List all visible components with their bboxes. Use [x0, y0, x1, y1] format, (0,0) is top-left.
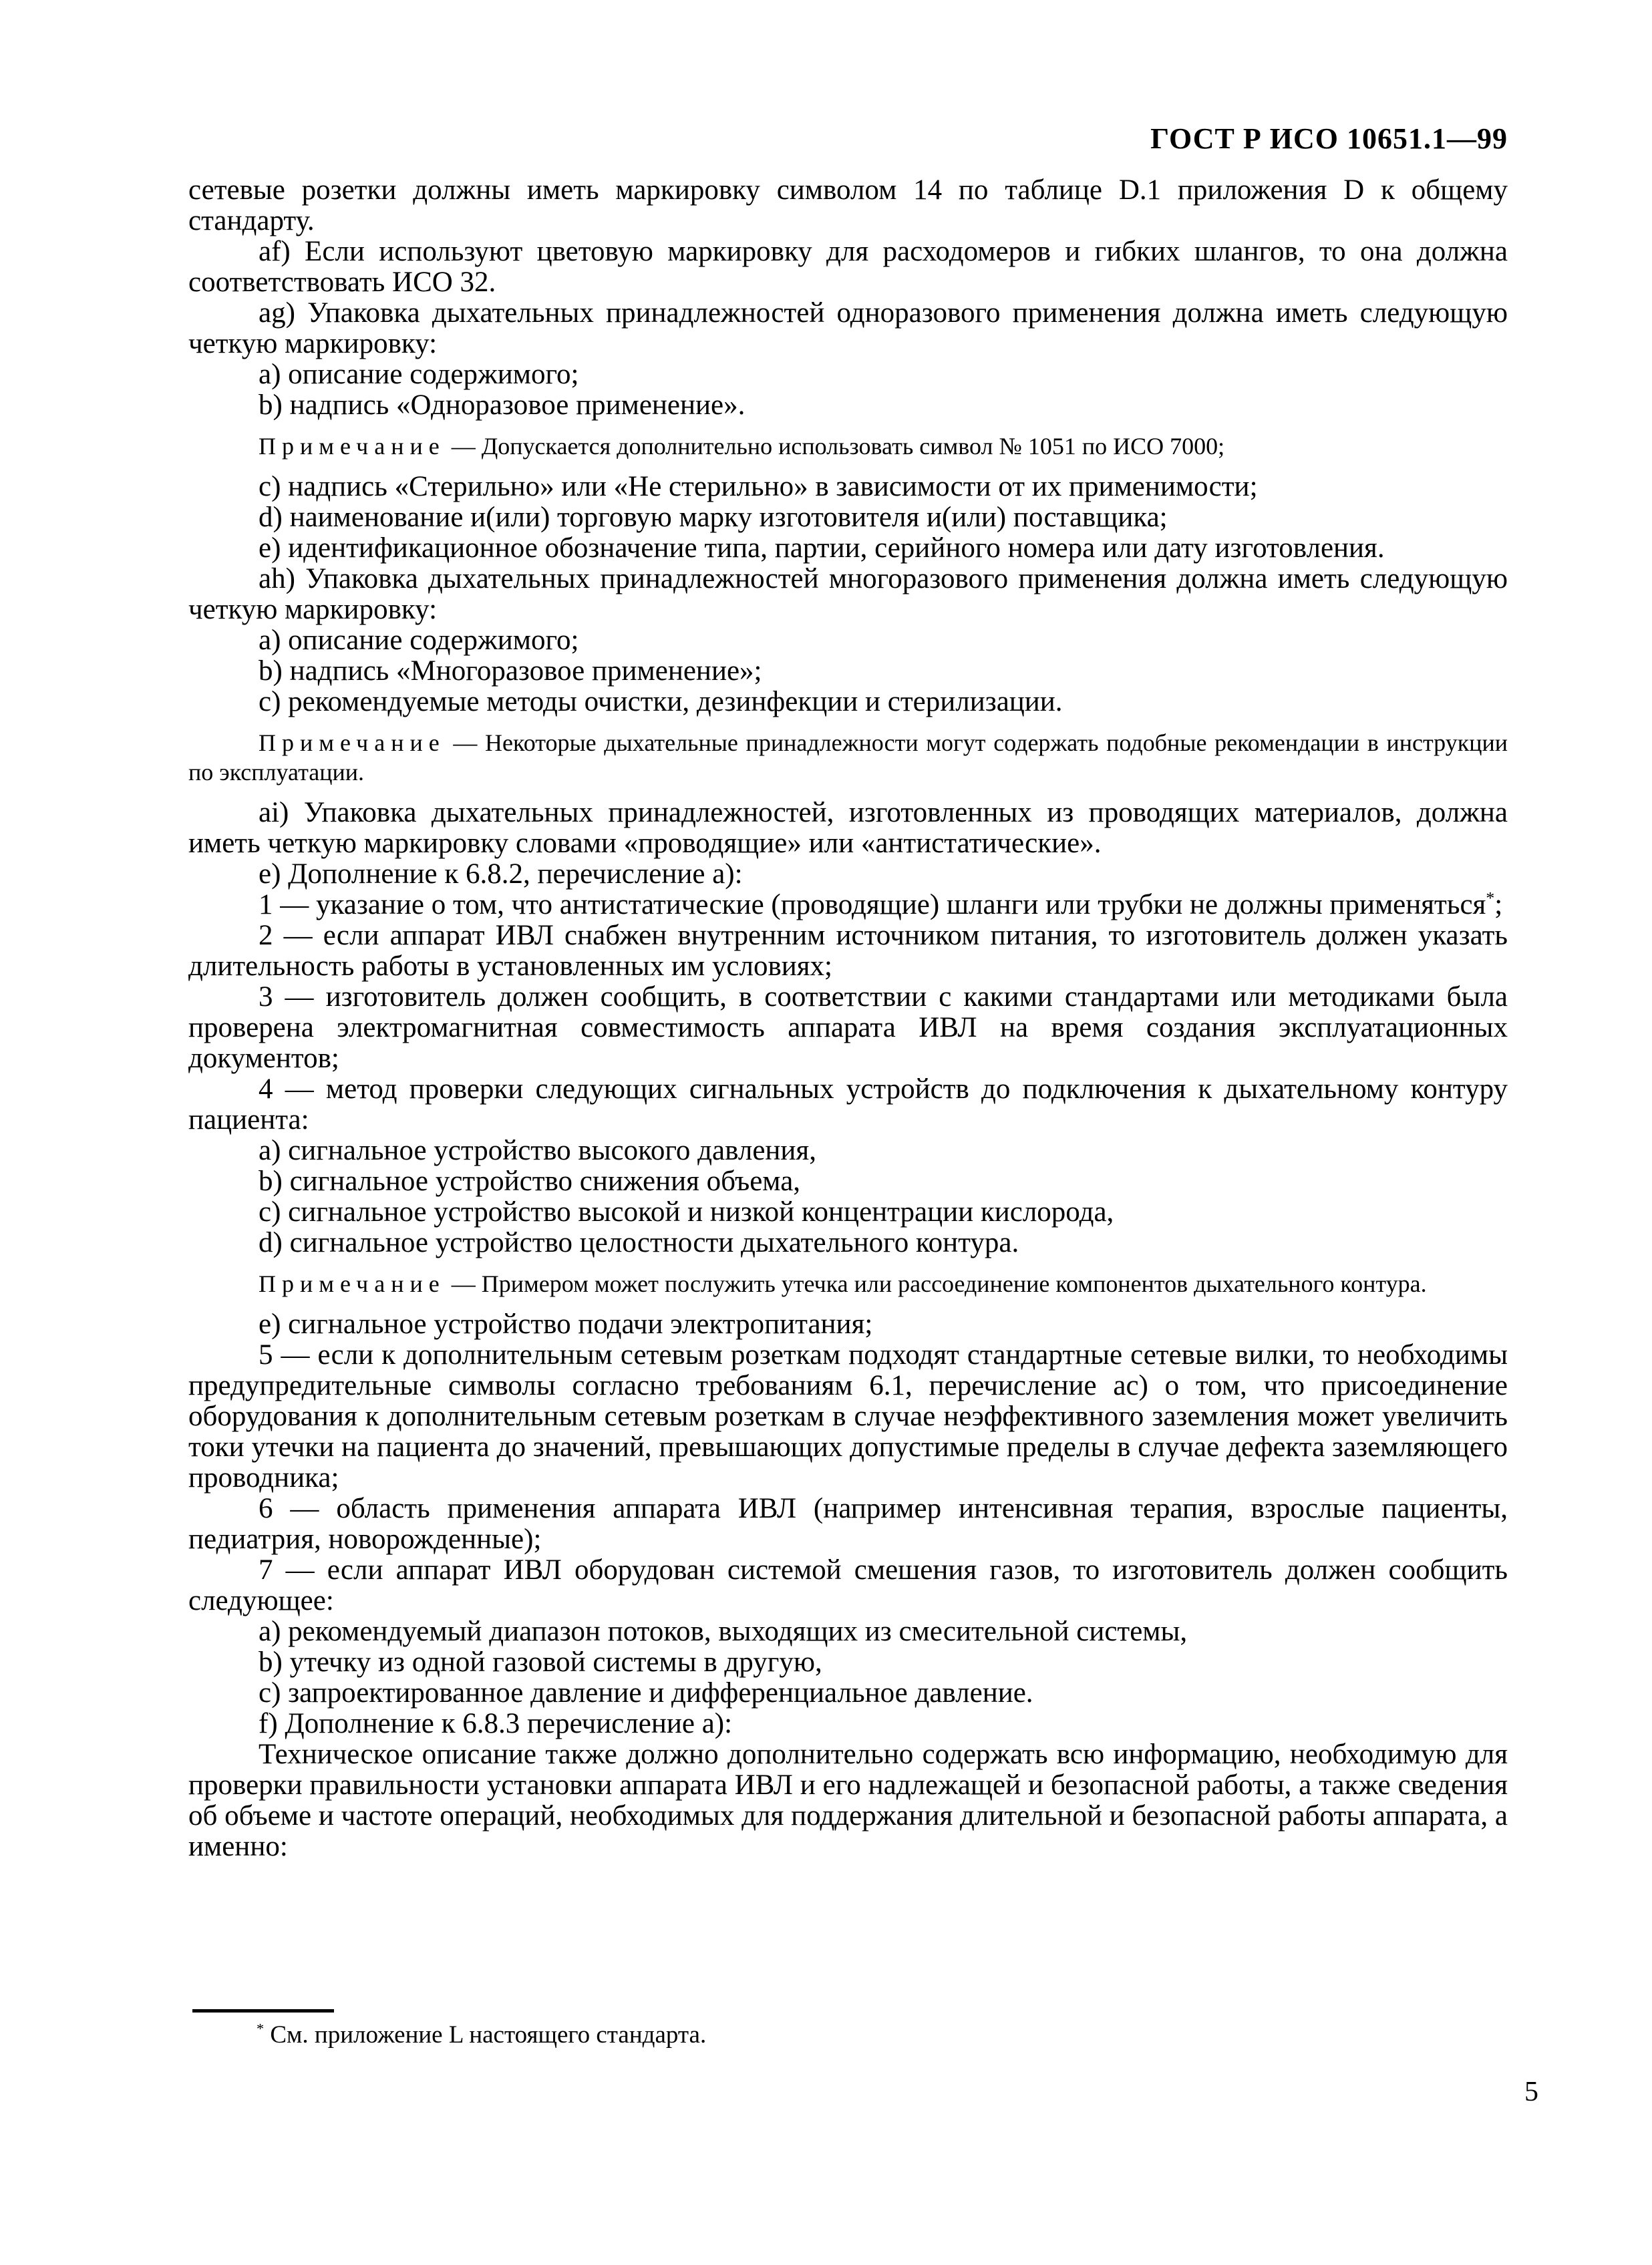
note-label: Примечание: [259, 1270, 446, 1297]
footnote: [188, 2009, 1508, 2050]
numbered-item-1-tail: ;: [1494, 889, 1503, 920]
numbered-item-1: [188, 890, 1508, 920]
list-item-b: b) сигнальное устройство снижения объема,: [259, 1166, 801, 1197]
running-header: ГОСТ Р ИСО 10651.1—99: [1150, 122, 1508, 155]
note-text: — Допускается дополнительно использовать символ № 1051 по ИСО 7000;: [445, 433, 1225, 460]
paragraph-ah: ah) Упаковка дыхательных принадлежностей многоразового применения должна иметь следующую четкую маркировку:: [188, 563, 1508, 625]
paragraph-ag: ag) Упаковка дыхательных принадлежностей одноразового применения должна иметь следующую четкую маркировку:: [188, 297, 1508, 359]
numbered-item-2: 2 — если аппарат ИВЛ снабжен внутренним источником питания, то изготовитель должен указать длительность работы в установленных им условиях;: [188, 920, 1508, 982]
list-item-a: a) сигнальное устройство высокого давления,: [259, 1135, 816, 1166]
list-item-b: b) надпись «Многоразовое применение»;: [259, 655, 762, 687]
note: [188, 431, 1508, 461]
paragraph-ai: ai) Упаковка дыхательных принадлежностей, изготовленных из проводящих материалов, должна иметь четкую маркировку словами «проводящие» или «антистатические».: [188, 797, 1508, 859]
list-item-b: b) надпись «Одноразовое применение».: [259, 389, 746, 421]
paragraph-continuation: сетевые розетки должны иметь маркировку символом 14 по таблице D.1 приложения D к общему стандарту.: [188, 174, 1508, 236]
numbered-item-6: 6 — область применения аппарата ИВЛ (например интенсивная терапия, взрослые пациенты, педиатрия, новорожденные);: [188, 1493, 1508, 1555]
note-text: — Примером может послужить утечка или рассоединение компонентов дыхательного контура.: [445, 1270, 1427, 1297]
list-item-c: c) рекомендуемые методы очистки, дезинфекции и стерилизации.: [259, 686, 1063, 717]
paragraph-f-683: f) Дополнение к 6.8.3 перечисление a):: [259, 1708, 733, 1739]
paragraph-af: af) Если используют цветовую маркировку для расходомеров и гибких шлангов, то она должна соответствовать ИСО 32.: [188, 236, 1508, 298]
note-label: Примечание: [259, 433, 446, 460]
list-item-a: a) описание содержимого;: [259, 625, 579, 656]
numbered-item-4: 4 — метод проверки следующих сигнальных устройств до подключения к дыхательному контуру пациента:: [188, 1073, 1508, 1136]
list-item-a: a) описание содержимого;: [259, 359, 579, 390]
paragraph-e-682: e) Дополнение к 6.8.2, перечисление a):: [259, 858, 743, 890]
list-item-d: d) наименование и(или) торговую марку изготовителя и(или) поставщика;: [259, 502, 1168, 533]
list-item-d: d) сигнальное устройство целостности дыхательного контура.: [259, 1227, 1019, 1258]
numbered-item-3: 3 — изготовитель должен сообщить, в соответствии с какими стандартами или методиками была проверена электромагнитная совместимость аппарата ИВЛ на время создания эксплуатационных документов;: [188, 981, 1508, 1074]
paragraph-technical-description: Техническое описание также должно дополнительно содержать всю информацию, необходимую для проверки правильности установки аппарата ИВЛ и его надлежащей и безопасной работы, а также сведения об объеме и частоте операций, необходимых для поддержания длительной и безопасной работы аппарата, а именно:: [188, 1739, 1508, 1862]
list-item-c: c) надпись «Стерильно» или «Не стерильно» в зависимости от их применимости;: [259, 471, 1258, 502]
note-label: Примечание: [259, 729, 446, 756]
numbered-item-7: 7 — если аппарат ИВЛ оборудован системой смешения газов, то изготовитель должен сообщить следующее:: [188, 1554, 1508, 1616]
list-item-c: c) сигнальное устройство высокой и низкой концентрации кислорода,: [259, 1196, 1114, 1228]
list-item-c: c) запроектированное давление и дифференциальное давление.: [259, 1677, 1033, 1709]
footnote-text: [188, 2021, 1508, 2050]
note: [188, 1269, 1508, 1298]
numbered-item-5: 5 — если к дополнительным сетевым розеткам подходят стандартные сетевые вилки, то необходимы предупредительные символы согласно требованиям 6.1, перечисление ac) о том, что присоединение оборудования к дополнительным сетевым розеткам в случае неэффективного заземления может увеличить токи утечки на пациента до значений, превышающих допустимые пределы в случае дефекта заземляющего проводника;: [188, 1339, 1508, 1494]
footnote-body: См. приложение L настоящего стандарта.: [270, 2021, 707, 2049]
page-number: 5: [1524, 2077, 1538, 2107]
list-item-e: e) идентификационное обозначение типа, партии, серийного номера или дату изготовления.: [259, 532, 1385, 564]
body-text: [188, 175, 1508, 1862]
footnote-marker: *: [257, 2020, 265, 2037]
list-item-a: a) рекомендуемый диапазон потоков, выходящих из смесительной системы,: [259, 1616, 1188, 1647]
note-text: — Некоторые дыхательные принадлежности могут содержать подобные рекомендации в инструкции по эксплуатации.: [188, 729, 1508, 786]
note: [188, 728, 1508, 787]
footnote-rule: [192, 2009, 334, 2013]
list-item-b: b) утечку из одной газовой системы в другую,: [259, 1646, 822, 1678]
list-item-e: e) сигнальное устройство подачи электропитания;: [259, 1309, 873, 1340]
numbered-item-1-text: 1 — указание о том, что антистатические (проводящие) шланги или трубки не должны применяться: [259, 889, 1486, 920]
footnote-reference: *: [1486, 888, 1495, 908]
